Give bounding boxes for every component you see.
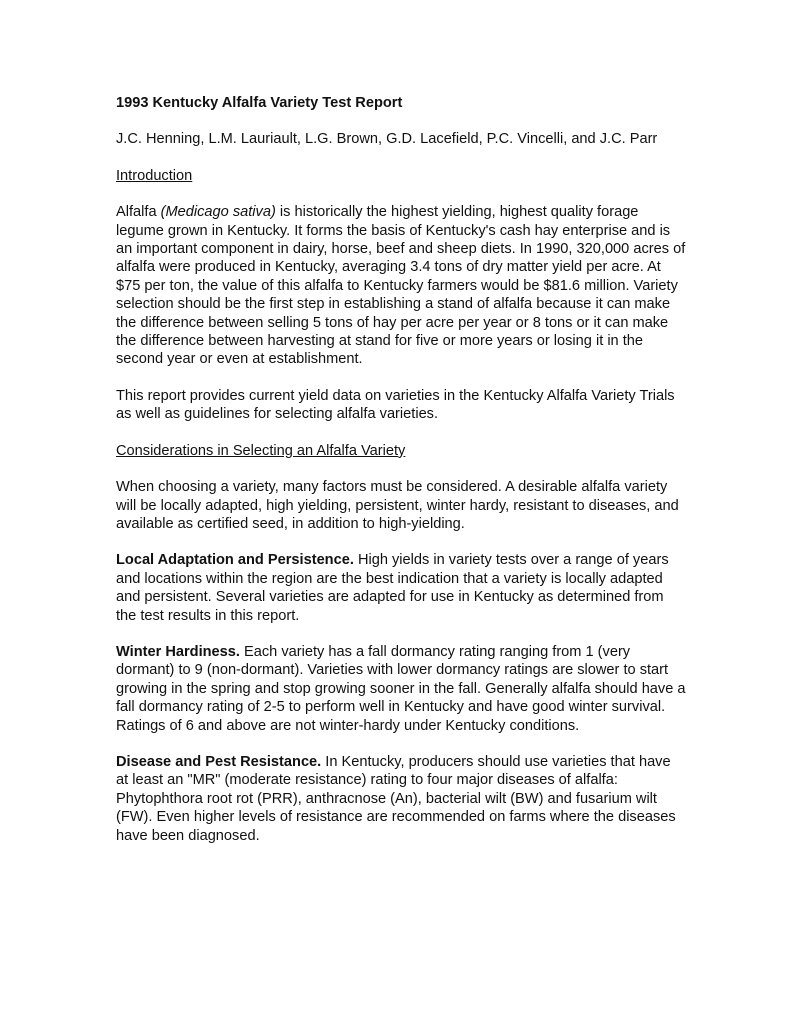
section-heading-introduction: Introduction <box>116 167 193 184</box>
document-page <box>116 94 686 863</box>
intro-p1-start: Alfalfa <box>116 204 161 221</box>
considerations-paragraph-1: When choosing a variety, many factors must be considered. A desirable alfalfa variety will be locally adapted, high yielding, persistent, winter hardy, resistant to diseases, and available as certified seed, in addition to high-yielding. <box>116 479 679 532</box>
winter-hardiness-paragraph <box>116 643 686 735</box>
intro-p1-rest: is historically the highest yielding, highest quality forage legume grown in Kentucky. It forms the basis of Kentucky's cash hay enterprise and is an important component in dairy, horse, beef and sheep diets. In 1990, 320,000 acres of alfalfa were produced in Kentucky, averaging 3.4 tons of dry matter yield per acre. At $75 per ton, the value of this alfalfa to Kentucky farmers would be $81.6 million. Variety selection should be the first step in establishing a stand of alfalfa because it can make the difference between selling 5 tons of hay per acre per year or 8 tons or it can make the difference between harvesting at stand for five or more years or losing it in the second year or even at establishment. <box>116 204 686 368</box>
winter-hardiness-text: Each variety has a fall dormancy rating ranging from 1 (very dormant) to 9 (non-dormant). Varieties with lower dormancy ratings are slower to start growing in the spring and stop growing sooner in the fall. Generally alfalfa should have a fall dormancy rating of 2-5 to perform well in Kentucky and have good winter survival. Ratings of 6 and above are not winter-hardy under Kentucky conditions. <box>116 643 686 734</box>
introduction-paragraph-1 <box>116 203 686 369</box>
author-list: J.C. Henning, L.M. Lauriault, L.G. Brown, G.D. Lacefield, P.C. Vincelli, and J.C. Parr <box>116 131 658 148</box>
disease-resistance-lead: Disease and Pest Resistance. <box>116 753 322 770</box>
disease-resistance-text: In Kentucky, producers should use varieties that have at least an "MR" (moderate resistance) rating to four major diseases of alfalfa: Phytophthora root rot (PRR), anthracnose (An), bacterial wilt (BW) and fusarium wilt (FW). Even higher levels of resistance are recommended on farms where the diseases have been diagnosed. <box>116 753 676 844</box>
report-title: 1993 Kentucky Alfalfa Variety Test Report <box>116 95 403 111</box>
introduction-paragraph-2: This report provides current yield data on varieties in the Kentucky Alfalfa Variety Trials as well as guidelines for selecting alfalfa varieties. <box>116 387 675 423</box>
local-adaptation-text: High yields in variety tests over a range of years and locations within the region are the best indication that a variety is locally adapted and persistent. Several varieties are adapted for use in Kentucky as determined from the test results in this report. <box>116 552 669 624</box>
winter-hardiness-lead: Winter Hardiness. <box>116 643 240 660</box>
section-heading-considerations: Considerations in Selecting an Alfalfa Variety <box>116 442 406 459</box>
local-adaptation-lead: Local Adaptation and Persistence. <box>116 552 354 569</box>
scientific-name: (Medicago sativa) <box>160 204 276 221</box>
local-adaptation-paragraph <box>116 551 686 625</box>
disease-resistance-paragraph <box>116 753 686 845</box>
